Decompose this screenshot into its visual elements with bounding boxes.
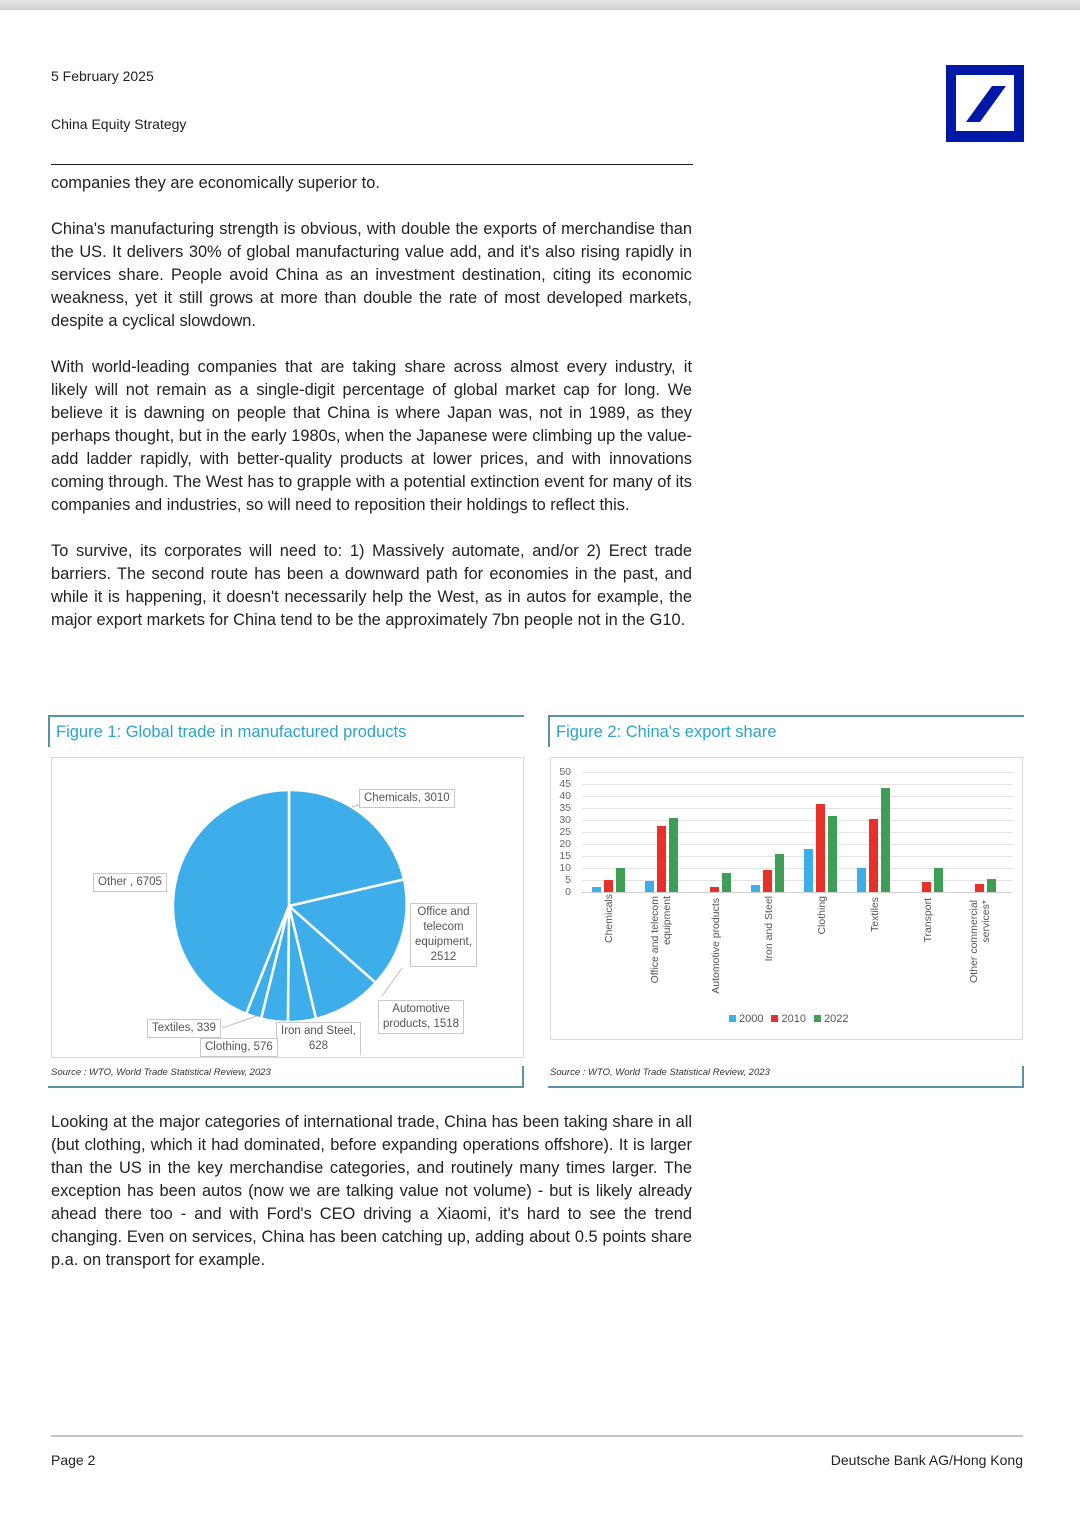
y-tick: 20 [559,838,571,850]
legend-label: 2022 [823,1013,849,1025]
x-label-line: equipment [661,896,673,946]
page-number: Page 2 [51,1452,96,1468]
x-label-line: services* [980,900,992,943]
y-tick: 35 [559,802,571,814]
legend-item-2022 [814,1013,848,1025]
pie-label-automotive [378,1000,464,1034]
x-label-office-telecom [649,896,673,992]
label-line: equipment, [415,936,472,948]
x-label-iron-steel [763,896,775,966]
y-tick: 25 [559,826,571,838]
figure-1-footer-border [48,1066,524,1088]
y-tick: 0 [565,886,571,898]
figure-2-title: Figure 2: China's export share [556,723,777,741]
paragraph: companies they are economically superior to. [51,174,380,192]
footer-entity: Deutsche Bank AG/Hong Kong [830,1452,1023,1468]
x-label-line: Transport [922,898,934,943]
legend-item-2010 [771,1013,805,1025]
report-series: China Equity Strategy [51,116,187,132]
legend-label: 2000 [739,1013,764,1025]
paragraph: Looking at the major categories of international trade, China has been taking share in all (but clothing, which it had dominated, before expanding operations offshore). It is larger than the US in the key merchandise categories, and routinely many times larger. The exception has been autos (now we are talking value not volume) - but is likely already ahead there too - and with Ford's CEO driving a Xiaomi, it's hard to see the trend changing. Even on services, China has been catching up, adding about 0.5 points share p.a. on transport for example. [51,1113,692,1269]
top-border [0,0,1080,10]
pie-label-clothing: Clothing, 576 [200,1038,278,1057]
bar-2010 [604,880,613,892]
gridline [582,844,1012,845]
paragraph: With world-leading companies that are taking share across almost every industry, it likely will not remain as a single-digit percentage of global market cap for long. We believe it is dawning on people that China is where Japan was, not in 1989, as they perhaps thought, but in the early 1980s, when the Japanese were climbing up the value-add ladder rapidly, with better-quality products at lower prices, and with innovations coming through. The West has to grapple with a potential extinction event for many of its companies and industries, so will need to reposition their holdings to reflect this. [51,358,692,514]
gridline [582,832,1012,833]
deutsche-bank-logo-icon [946,65,1024,142]
bar-2022 [722,873,731,892]
gridline [582,784,1012,785]
y-tick: 5 [565,874,571,886]
gridline [582,868,1012,869]
bar-2010 [763,870,772,892]
x-label-line: Other commercial [968,900,980,983]
bar-2022 [775,854,784,892]
report-date: 5 February 2025 [51,68,154,84]
pie-label-chemicals: Chemicals, 3010 [359,789,455,808]
y-tick: 10 [559,862,571,874]
figure-1-source: Source : WTO, World Trade Statistical Review, 2023 [51,1067,271,1078]
bar-2010 [975,884,984,892]
x-label-line: Chemicals [603,894,615,944]
figure-2-source: Source : WTO, World Trade Statistical Review, 2023 [550,1067,770,1078]
label-line: 2512 [430,951,457,963]
x-label-line: Office and telecom [649,896,661,984]
bar-2000 [592,887,601,892]
pie-label-office-telecom [410,903,477,967]
gridline [582,820,1012,821]
bar-2010 [657,826,666,892]
label-line: telecom [423,921,464,933]
header-divider [51,164,693,165]
bar-2010 [816,804,825,892]
bar-2022 [669,818,678,892]
y-tick: 30 [559,814,571,826]
bar-2000 [751,885,760,892]
figure-2-footer-border [548,1066,1024,1088]
x-axis-line [582,892,1012,893]
footer-divider [51,1435,1023,1437]
y-tick: 50 [559,766,571,778]
x-label-line: Clothing [816,896,828,935]
pie-label-textiles: Textiles, 339 [147,1019,221,1038]
bar-2022 [616,868,625,892]
gridline [582,796,1012,797]
body-text-bottom [51,1111,692,1295]
paragraph: To survive, its corporates will need to: 1) Massively automate, and/or 2) Erect trade barriers. The second route has been a downward path for economies in the past, and while it is happening, it doesn't necessarily help the West, as in autos for example, the major export markets for China tend to be the approximately 7bn people not in the G10. [51,542,692,629]
x-label-line: Textiles [869,897,881,933]
chart-legend [729,1013,848,1025]
x-label-clothing [816,896,828,940]
bar-2010 [922,882,931,892]
gridline [582,772,1012,773]
figure-1-title: Figure 1: Global trade in manufactured products [56,723,407,741]
y-tick: 15 [559,850,571,862]
label-line: Automotive [392,1003,450,1015]
x-label-automotive [710,898,722,1002]
bar-2000 [645,881,654,892]
label-line: 628 [308,1040,328,1052]
gridline [582,856,1012,857]
bar-2010 [710,887,719,892]
figure-1-header [48,715,524,747]
figure-2-chart [550,757,1023,1040]
bar-2010 [869,819,878,892]
x-label-line: Iron and Steel [763,896,775,962]
body-text-top [51,172,692,655]
x-label-transport [922,898,934,948]
y-tick: 40 [559,790,571,802]
bar-2022 [828,816,837,892]
bar-2022 [934,868,943,892]
label-line: Iron and Steel, [281,1025,356,1037]
figure-1-chart [51,757,524,1058]
y-tick: 45 [559,778,571,790]
pie-label-iron-steel [276,1022,361,1055]
x-label-textiles [869,897,881,937]
pie-label-other: Other , 6705 [93,873,167,892]
label-line: Office and [417,906,470,918]
x-label-other-services [968,900,992,988]
x-label-line: Automotive products [710,898,722,994]
paragraph: China's manufacturing strength is obvious, with double the exports of merchandise than the US. It delivers 30% of global manufacturing value add, and it's also rising rapidly in services share. People avoid China as an investment destination, citing its economic weakness, yet it still grows at more than double the rate of most developed markets, despite a cyclical slowdown. [51,220,692,330]
x-label-chemicals [603,894,615,950]
bar-2000 [857,868,866,892]
bar-2000 [804,849,813,892]
legend-item-2000 [729,1013,763,1025]
label-line: products, 1518 [383,1018,460,1030]
bar-2022 [987,879,996,892]
legend-label: 2010 [781,1013,806,1025]
figure-2-header [548,715,1024,747]
bar-2022 [881,788,890,892]
gridline [582,808,1012,809]
